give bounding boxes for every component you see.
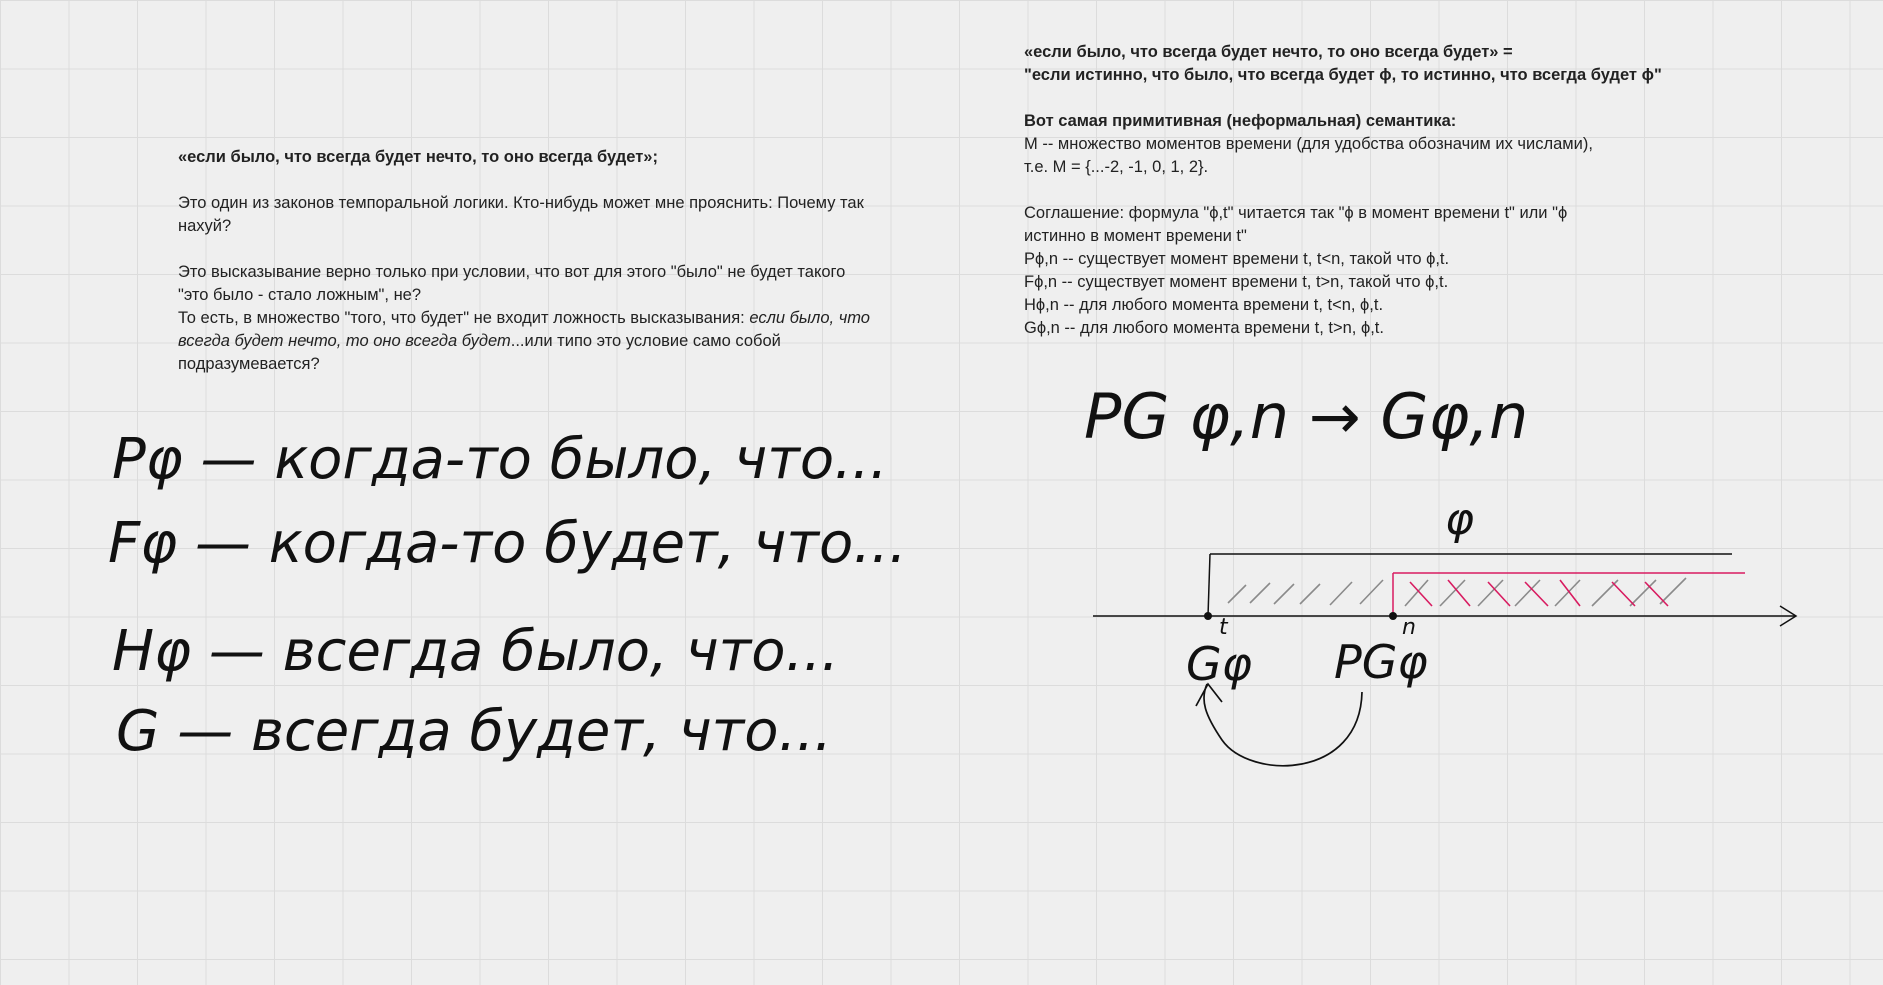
point-n xyxy=(1389,612,1397,620)
convention-line-1: Соглашение: формула "ϕ,t" читается так "ϕ в момент времени t" или "ϕ xyxy=(1024,204,1568,222)
semantics-heading: Вот самая примитивная (неформальная) семантика: xyxy=(1024,112,1457,130)
left-note-paragraph-1: Это один из законов темпоральной логики. Кто-нибудь может мне прояснить: Почему так нахуй? xyxy=(178,194,864,235)
handwritten-line-h[interactable]: Hφ — всегда было, что... xyxy=(112,619,839,684)
right-note-title-2: "если истинно, что было, что всегда будет ϕ, то истинно, что всегда будет ϕ" xyxy=(1024,66,1662,84)
label-t: t xyxy=(1219,615,1228,640)
inference-arrow xyxy=(1204,684,1362,766)
hatch-marks xyxy=(1228,578,1686,606)
left-note-paragraph-2: Это высказывание верно только при условии, что вот для этого "было" не будет такого "это было - стало ложным", не? xyxy=(178,263,846,304)
handwritten-line-f[interactable]: Fφ — когда-то будет, что... xyxy=(108,511,907,576)
label-pg-phi: PGφ xyxy=(1334,635,1428,689)
handwritten-line-g[interactable]: G — всегда будет, что... xyxy=(116,699,832,764)
left-note-p3-italic: если было, что всегда будет нечто, то оно всегда будет xyxy=(178,309,870,350)
label-g-phi: Gφ xyxy=(1186,637,1252,691)
phi-label: φ xyxy=(1445,494,1475,545)
timeline-diagram[interactable] xyxy=(1093,494,1796,766)
left-note-p3-start: То есть, в множество "того, что будет" не входит ложность высказывания: xyxy=(178,309,750,327)
handwritten-formula[interactable]: PG φ,n → Gφ,n xyxy=(1084,380,1529,453)
definition-h: Hϕ,n -- для любого момента времени t, t<n, ϕ,t. xyxy=(1024,296,1384,314)
right-note-title-1: «если было, что всегда будет нечто, то оно всегда будет» = xyxy=(1024,43,1513,61)
semantics-set: т.е. М = {...-2, -1, 0, 1, 2}. xyxy=(1024,158,1209,176)
left-note-p3-end: ...или типо это условие само собой подразумевается? xyxy=(178,332,781,373)
definition-g: Gϕ,n -- для любого момента времени t, t>n, ϕ,t. xyxy=(1024,319,1384,337)
definition-p: Pϕ,n -- существует момент времени t, t<n, такой что ϕ,t. xyxy=(1024,250,1450,268)
label-n: n xyxy=(1402,615,1416,640)
phi-interval-start-tick xyxy=(1208,554,1210,616)
left-note-quote: «если было, что всегда будет нечто, то оно всегда будет»; xyxy=(178,148,658,166)
definition-f: Fϕ,n -- существует момент времени t, t>n, такой что ϕ,t. xyxy=(1024,273,1449,291)
point-t xyxy=(1204,612,1212,620)
pink-cross-marks xyxy=(1410,580,1668,606)
handwritten-line-p[interactable]: Pφ — когда-то было, что... xyxy=(112,427,888,492)
semantics-m: М -- множество моментов времени (для удобства обозначим их числами), xyxy=(1024,135,1593,153)
convention-line-2: истинно в момент времени t" xyxy=(1024,227,1247,245)
